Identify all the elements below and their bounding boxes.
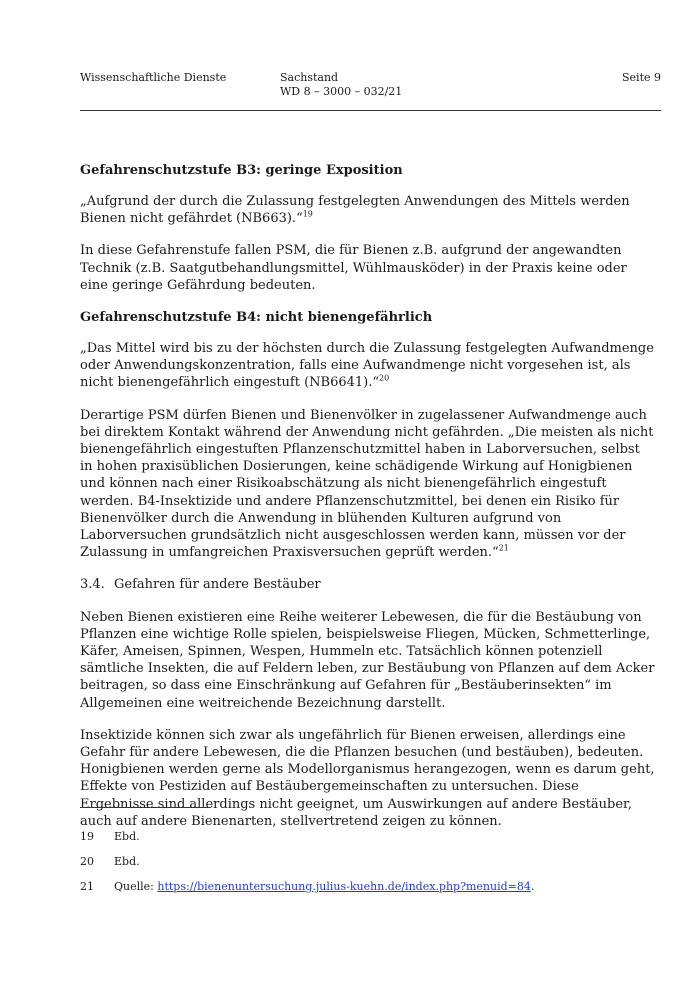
footnote-number: 21 [80,880,94,893]
footnote-prefix: Quelle: [114,880,158,893]
header-page-number: Seite 9 [622,71,661,84]
b3-heading: Gefahrenschutzstufe B3: geringe Exposition [80,163,403,178]
footnote-number: 19 [80,830,94,843]
b3-paragraph: In diese Gefahrenstufe fallen PSM, die für Bienen z.B. aufgrund der angewandten Technik (z.B. Saatgutbehandlungsmittel, Wühlmausköder) in der Praxis keine oder eine geringe Gefährdung bedeuten. [80,243,627,293]
footnote-ref-21[interactable]: 21 [498,543,509,553]
paragraph-insecticides: Insektizide können sich zwar als ungefährlich für Bienen erweisen, allerdings eine Gefahr für andere Lebewesen, die die Pflanzen besuchen (und bestäuben), bedeuten. Honigbienen werden gerne als Modellorganismus herangezogen, wenn es darum geht, Effekte von Pestiziden auf Bestäubergemeinschaften zu untersuchen. Diese Ergebnisse sind allerdings nicht geeignet, um Auswirkungen auf andere Bestäuber, auch auf andere Bienenarten, stellvertretend zeigen zu können. [80,727,655,829]
page-header [80,71,661,111]
footnote-text [114,880,534,894]
footnote-suffix: . [530,880,535,893]
section-number: 3.4. [80,577,105,593]
footnote-divider [80,807,210,808]
header-document [280,71,402,99]
b4-paragraph [80,407,656,562]
paragraph-pollinators: Neben Bienen existieren eine Reihe weiterer Lebewesen, die für die Bestäubung von Pflanzen eine wichtige Rolle spielen, beispielsweise Fliegen, Mücken, Schmetterlinge, Käfer, Ameisen, Spinnen, Wespen, Hummeln etc. Tatsächlich können potenziell sämtliche Insekten, die auf Feldern leben, zur Bestäubung von Pflanzen auf dem Acker beitragen, so dass eine Einschränkung auf Gefahren für „Bestäuberinsekten“ im Allgemeinen eine weitreichende Bezeichnung darstellt. [80,609,655,711]
footnotes [80,830,660,905]
source-link[interactable]: https://bienenuntersuchung.julius-kuehn.de/index.php?menuid=84 [157,880,531,893]
b4-heading: Gefahrenschutzstufe B4: nicht bienengefährlich [80,310,433,326]
footnote-ref-19[interactable]: 19 [302,209,313,219]
b3-quote [80,193,656,227]
section-heading [80,576,656,593]
header-doc-number: WD 8 – 3000 – 032/21 [280,85,403,98]
footnote-19 [80,830,660,844]
b4-quote [80,340,656,392]
footnote-number: 20 [80,855,94,868]
b4-paragraph-text: Derartige PSM dürfen Bienen und Bienenvölker in zugelassener Aufwandmenge auch bei direktem Kontakt während der Anwendung nicht gefährden. „Die meisten als nicht bienengefährlich eingestuften Pflanzenschutzmittel haben in Laborversuchen, selbst in hohen praxisüblichen Dosierungen, keine schädigende Wirkung auf Honigbienen und können nach einer Risikoabschätzung als nicht bienengefährlich eingestuft werden. B4-Insektizide und andere Pflanzenschutzmittel, bei denen ein Risiko für Bienenvölker durch die Anwendung in blühenden Kulturen aufgrund von Laborversuchen grundsätzlich nicht ausgeschlossen werden kann, müssen vor der Zulassung in umfangreichen Praxisversuchen geprüft werden.“ [80,407,654,561]
b3-quote-text: „Aufgrund der durch die Zulassung festgelegten Anwendungen des Mittels werden Bienen nicht gefährdet (NB663).“ [80,194,630,227]
b4-quote-text: „Das Mittel wird bis zu der höchsten durch die Zulassung festgelegten Aufwandmenge oder Anwendungskonzentration, falls eine Aufwandmenge nicht vorgesehen ist, als nicht bienengefährlich eingestuft (NB6641).“ [80,341,654,391]
main-content [80,162,656,845]
section-title: Gefahren für andere Bestäuber [114,577,321,593]
footnote-ref-20[interactable]: 20 [379,374,390,384]
header-divider [80,110,661,111]
header-organization: Wissenschaftliche Dienste [80,71,227,84]
footnote-20 [80,855,660,869]
header-doc-type: Sachstand [280,71,339,84]
footnote-text: Ebd. [114,830,140,843]
footnote-21 [80,880,660,894]
footnote-text: Ebd. [114,855,140,868]
